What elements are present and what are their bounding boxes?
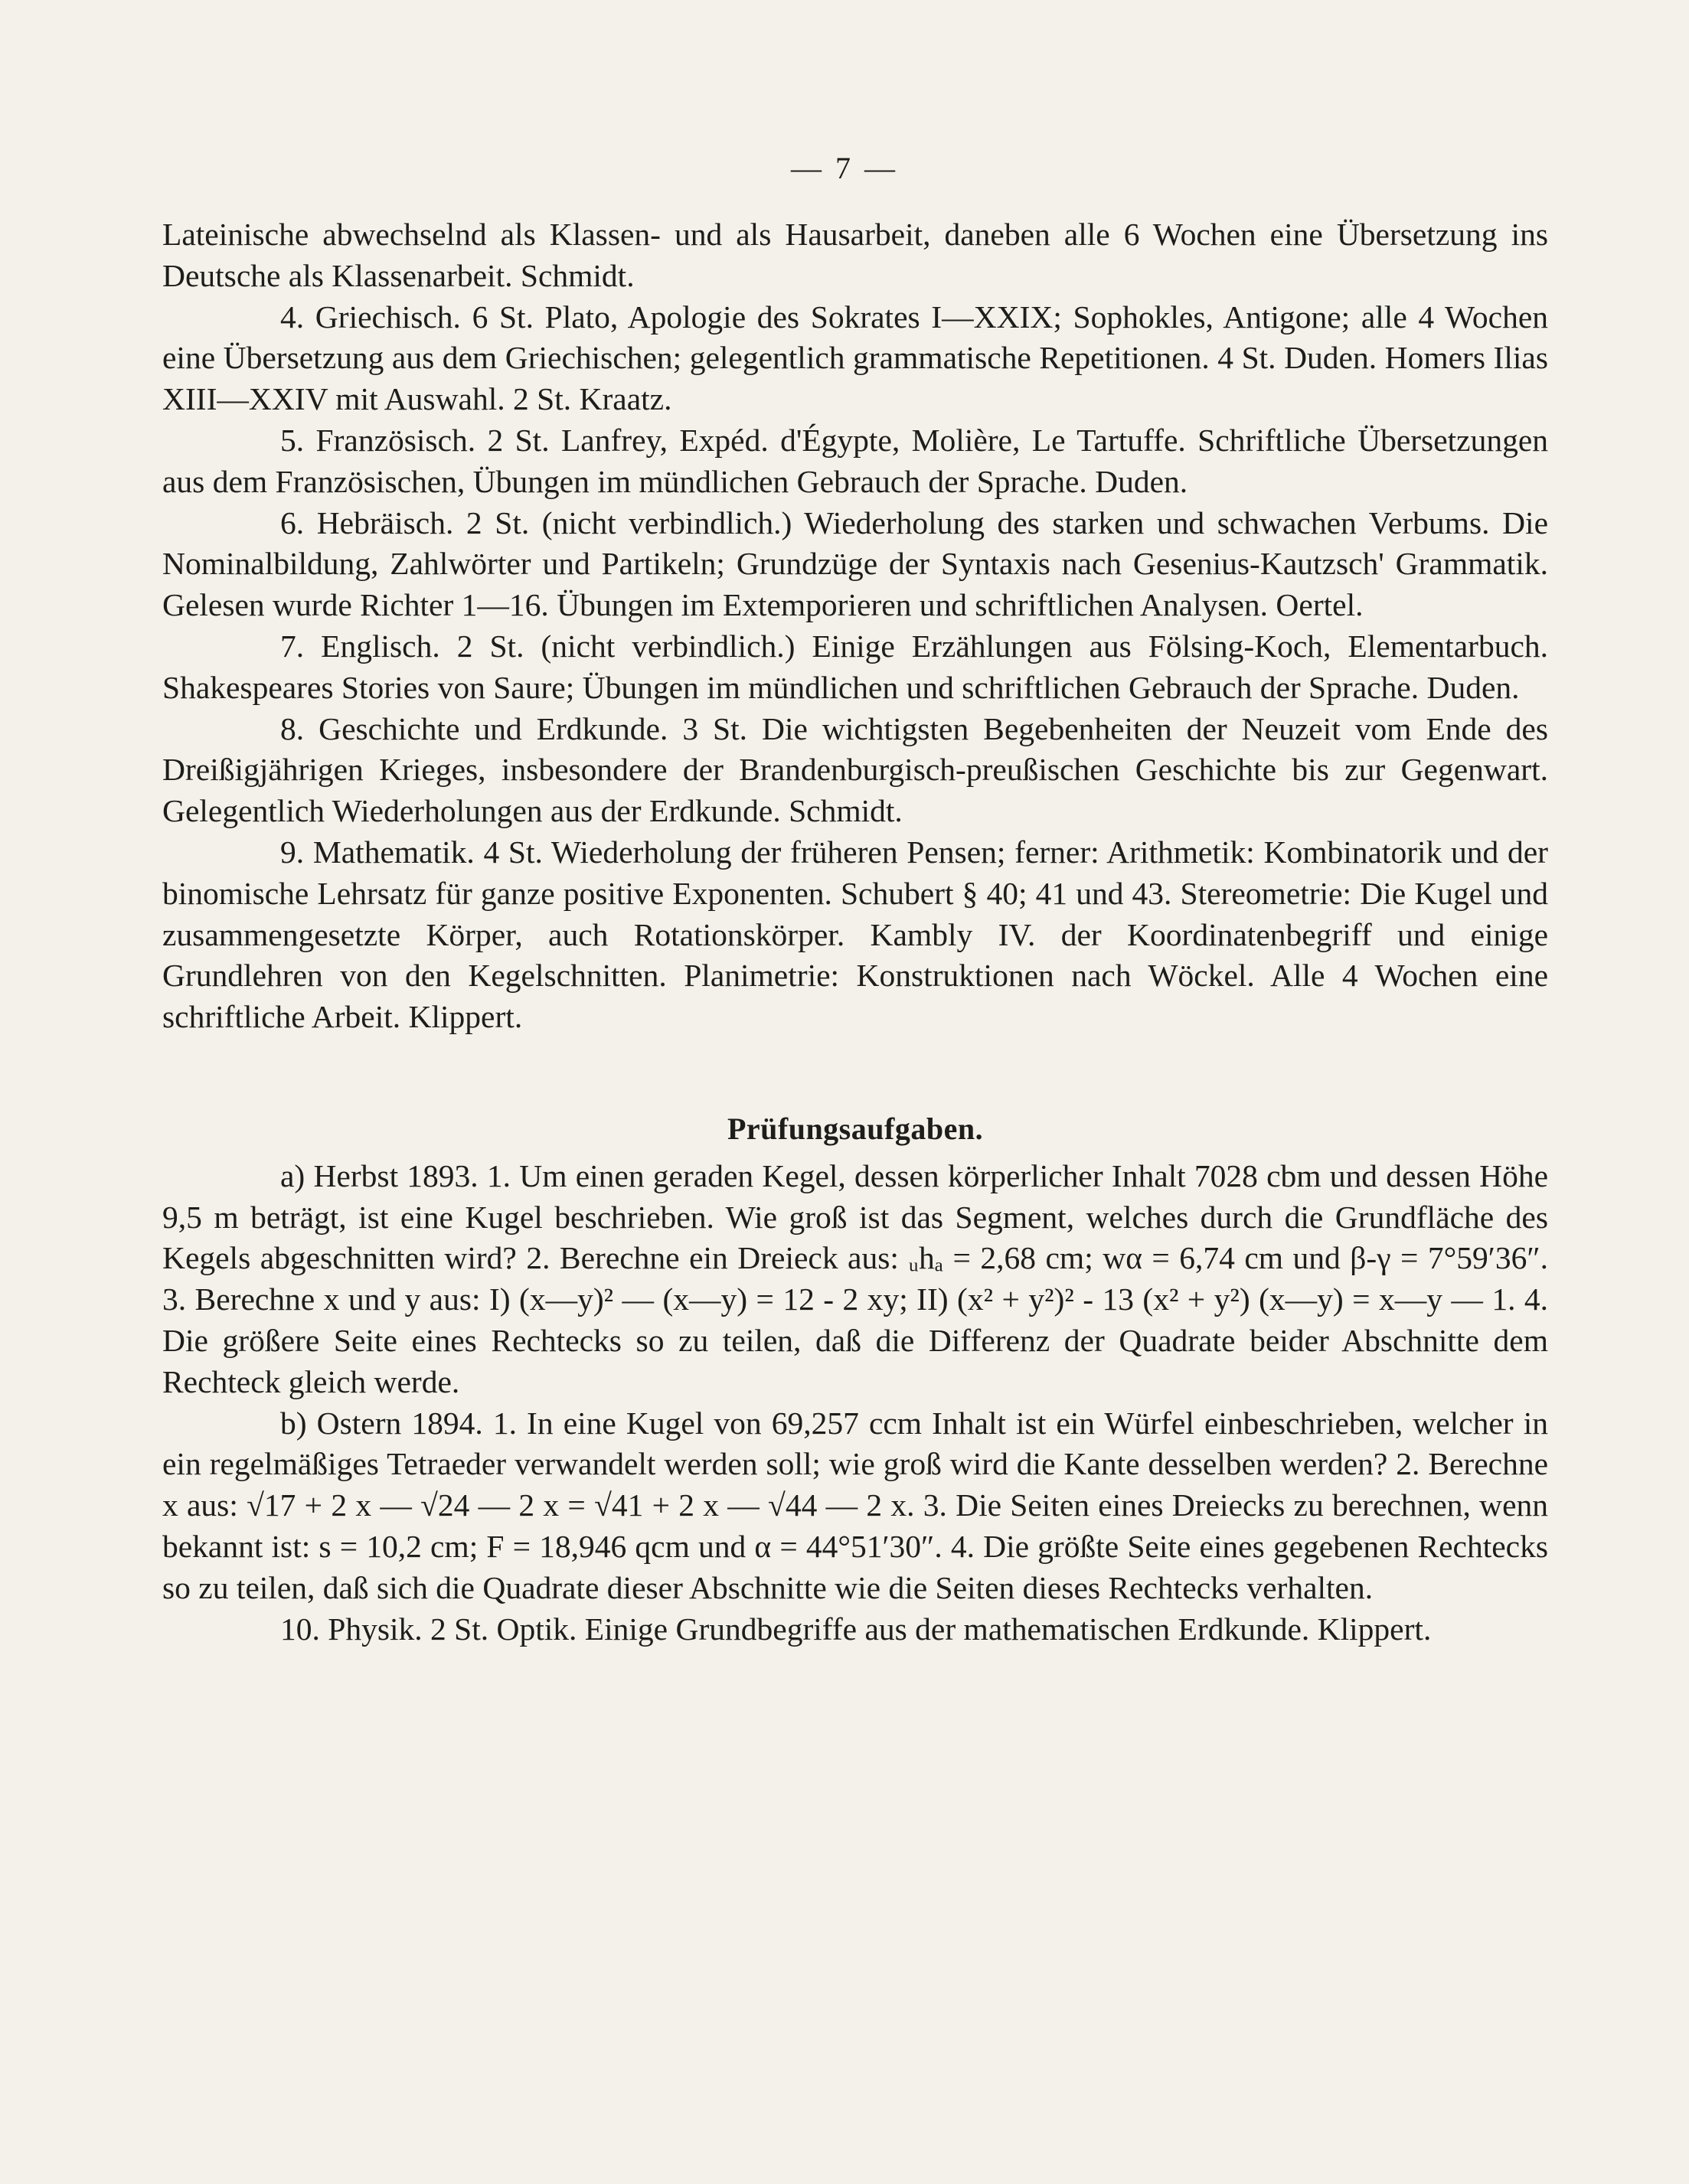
paragraph-exam-autumn-1893: a) Herbst 1893. 1. Um einen geraden Kegel, dessen körperlicher Inhalt 7028 cbm und dessen Höhe 9,5 m beträgt, ist eine Kugel beschrieben. Wie groß ist das Segment, welches durch die Grundfläche des Kegels abgeschnitten wird? 2. Berechne ein Dreieck aus: ᵤhₐ = 2,68 cm; wα = 6,74 cm und β-γ = 7°59′36″. 3. Berechne x und y aus: I) (x—y)² — (x—y) = 12 - 2 xy; II) (x² + y²)² - 13 (x² + y²) (x—y) = x—y — 1. 4. Die größere Seite eines Rechtecks so zu teilen, daß die Differenz der Quadrate beider Abschnitte dem Rechteck gleich werde. [162,1157,1548,1399]
paragraph-physics: 10. Physik. 2 St. Optik. Einige Grundbegriffe aus der mathematischen Erdkunde. Klippert. [280,1611,1432,1647]
paragraph-exam-easter-1894: b) Ostern 1894. 1. In eine Kugel von 69,257 ccm Inhalt ist ein Würfel einbeschrieben, welcher in ein regelmäßiges Tetraeder verwandelt werden soll; wie groß wird die Kante desselben werden? 2. Berechne x aus: √17 + 2 x — √24 — 2 x = √41 + 2 x — √44 — 2 x. 3. Die Seiten eines Dreiecks zu berechnen, wenn bekannt ist: s = 10,2 cm; F = 18,946 qcm und α = 44°51′30″. 4. Die größte Seite eines gegebenen Rechtecks so zu teilen, daß sich die Quadrate dieser Abschnitte wie die Seiten dieses Rechtecks verhalten. [162,1405,1548,1605]
document-body [162,214,1548,1650]
page-number: — 7 — [791,151,898,185]
paragraph-mathematics: 9. Mathematik. 4 St. Wiederholung der früheren Pensen; ferner: Arithmetik: Kombinatorik und der binomische Lehrsatz für ganze positive Exponenten. Schubert § 40; 41 und 43. Stereometrie: Die Kugel und zusammengesetzte Körper, auch Rotationskörper. Kambly IV. der Koordinatenbegriff und einige Grundlehren von den Kegelschnitten. Planimetrie: Konstruktionen nach Wöckel. Alle 4 Wochen eine schriftliche Arbeit. Klippert. [162,834,1548,1035]
paragraph-hebrew: 6. Hebräisch. 2 St. (nicht verbindlich.) Wiederholung des starken und schwachen Verbums. Die Nominalbildung, Zahlwörter und Partikeln; Grundzüge der Syntaxis nach Gesenius-Kautzsch' Grammatik. Gelesen wurde Richter 1—16. Übungen im Extemporieren und schriftlichen Analysen. Oertel. [162,504,1548,623]
paragraph-greek: 4. Griechisch. 6 St. Plato, Apologie des Sokrates I—XXIX; Sophokles, Antigone; alle 4 Wochen eine Übersetzung aus dem Griechischen; gelegentlich grammatische Repetitionen. 4 St. Duden. Homers Ilias XIII—XXIV mit Auswahl. 2 St. Kraatz. [162,299,1548,417]
paragraph-history-geography: 8. Geschichte und Erdkunde. 3 St. Die wichtigsten Begebenheiten der Neuzeit vom Ende des Dreißigjährigen Krieges, insbesondere der Brandenburgisch-preußischen Geschichte bis zur Gegenwart. Gelegentlich Wiederholungen aus der Erdkunde. Schmidt. [162,710,1548,829]
paragraph-english: 7. Englisch. 2 St. (nicht verbindlich.) Einige Erzählungen aus Fölsing-Koch, Elementarbuch. Shakespeares Stories von Saure; Übungen im mündlichen und schriftlichen Gebrauch der Sprache. Duden. [162,628,1548,705]
section-heading-exam-tasks: Prüfungsaufgaben. [727,1111,984,1146]
paragraph-french: 5. Französisch. 2 St. Lanfrey, Expéd. d'Égypte, Molière, Le Tartuffe. Schriftliche Übersetzungen aus dem Französischen, Übungen im mündlichen Gebrauch der Sprache. Duden. [162,422,1548,499]
paragraph-latin-continued: Lateinische abwechselnd als Klassen- und als Hausarbeit, daneben alle 6 Wochen eine Übersetzung ins Deutsche als Klassenarbeit. Schmidt. [162,217,1548,293]
